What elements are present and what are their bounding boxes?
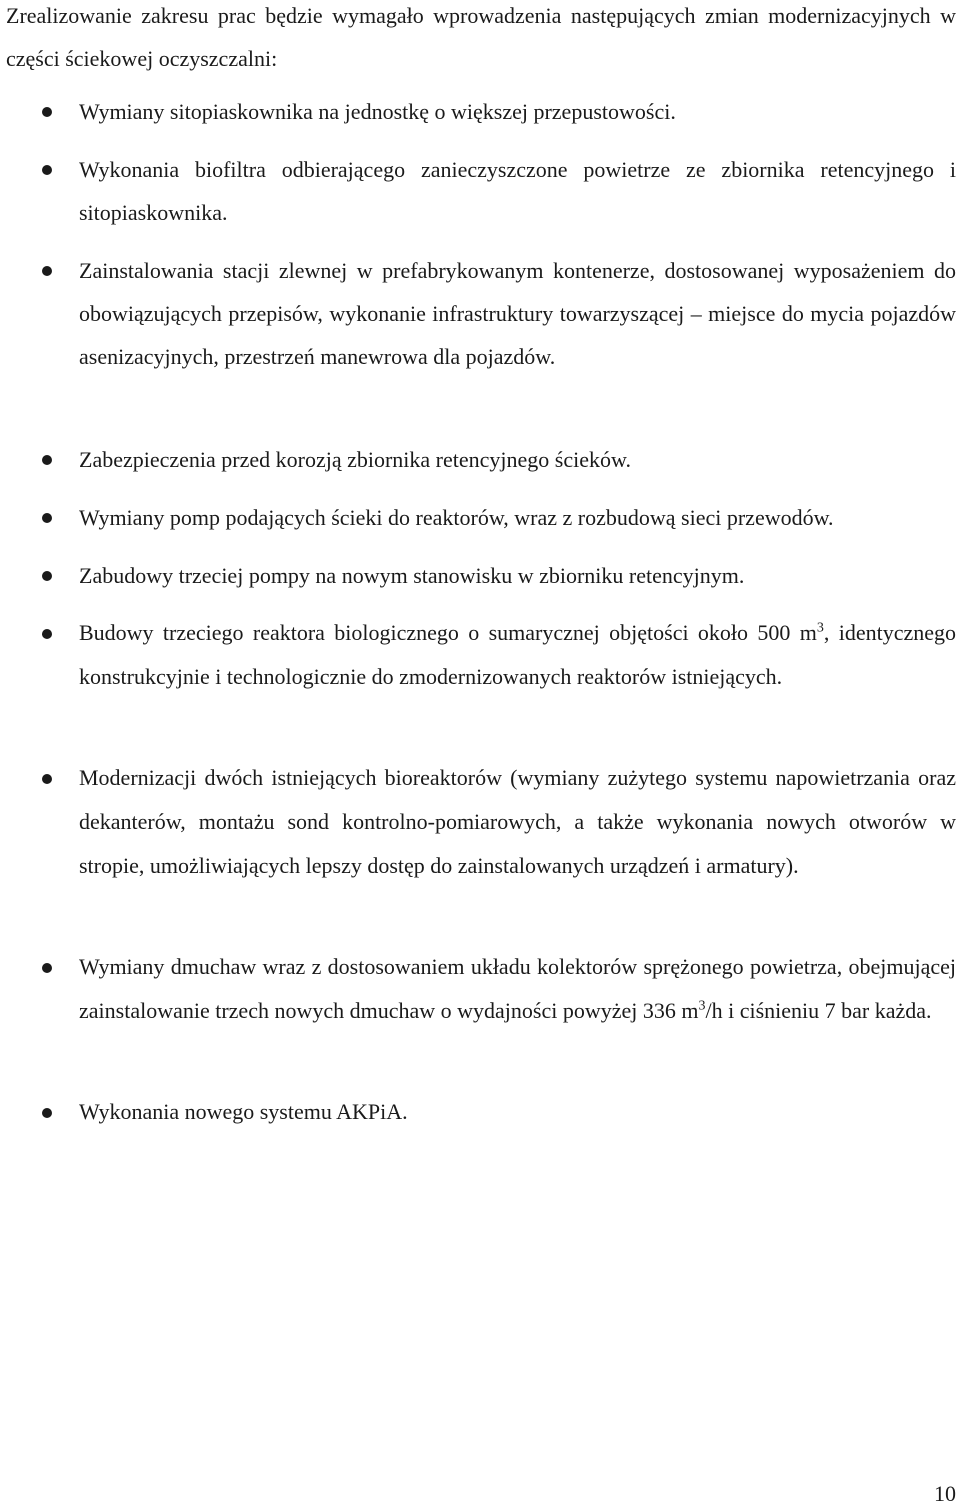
list-item-text-continued: , identycznego konstrukcyjnie i technologicznie do zmodernizowanych reaktorów istniejących. (79, 620, 956, 689)
list-item: Zabezpieczenia przed korozją zbiornika retencyjnego ścieków. (79, 447, 631, 472)
bullet-icon (42, 629, 52, 639)
list-item-text: Wymiany dmuchaw wraz z dostosowaniem układu kolektorów sprężonego powietrza, obejmującej zainstalowanie trzech nowych dmuchaw o wydajności powyżej 336 m (79, 954, 956, 1023)
list-item: Modernizacji dwóch istniejących bioreaktorów (wymiany zużytego systemu napowietrzania oraz dekanterów, montażu sond kontrolno-pomiarowych, a także wykonania nowych otworów w stropie, umożliwiających lepszy dostęp do zainstalowanych urządzeń i armatury). (79, 765, 956, 878)
bullet-icon (42, 963, 52, 973)
list-item-text: Budowy trzeciego reaktora biologicznego o sumarycznej objętości około 500 m (79, 620, 817, 645)
bullet-icon (42, 165, 52, 175)
list-item: Wymiany pomp podających ścieki do reaktorów, wraz z rozbudową sieci przewodów. (79, 505, 834, 530)
bullet-icon (42, 774, 52, 784)
list-item (79, 611, 956, 699)
list-item: Zainstalowania stacji zlewnej w prefabrykowanym kontenerze, dostosowanej wyposażeniem do obowiązujących przepisów, wykonanie infrastruktury towarzyszącej – miejsce do mycia pojazdów asenizacyjnych, przestrzeń manewrowa dla pojazdów. (79, 258, 956, 369)
list-item: Wykonania nowego systemu AKPiA. (79, 1099, 408, 1124)
list-item: Wymiany sitopiaskownika na jednostkę o większej przepustowości. (79, 99, 676, 124)
superscript: 3 (698, 998, 706, 1014)
intro-paragraph: Zrealizowanie zakresu prac będzie wymagało wprowadzenia następujących zmian modernizacyjnych w części ściekowej oczyszczalni: (6, 3, 956, 71)
bullet-icon (42, 513, 52, 523)
bullet-icon (42, 571, 52, 581)
superscript: 3 (816, 620, 824, 636)
list-item-text-continued: /h i ciśnieniu 7 bar każda. (705, 998, 932, 1023)
bullet-icon (42, 455, 52, 465)
list-item: Wykonania biofiltra odbierającego zanieczyszczone powietrze ze zbiornika retencyjnego i sitopiaskownika. (79, 157, 956, 225)
list-item (79, 945, 956, 1033)
list-item: Zabudowy trzeciej pompy na nowym stanowisku w zbiorniku retencyjnym. (79, 563, 745, 588)
bullet-icon (42, 266, 52, 276)
bullet-icon (42, 107, 52, 117)
page-number: 10 (934, 1481, 956, 1506)
bullet-icon (42, 1108, 52, 1118)
